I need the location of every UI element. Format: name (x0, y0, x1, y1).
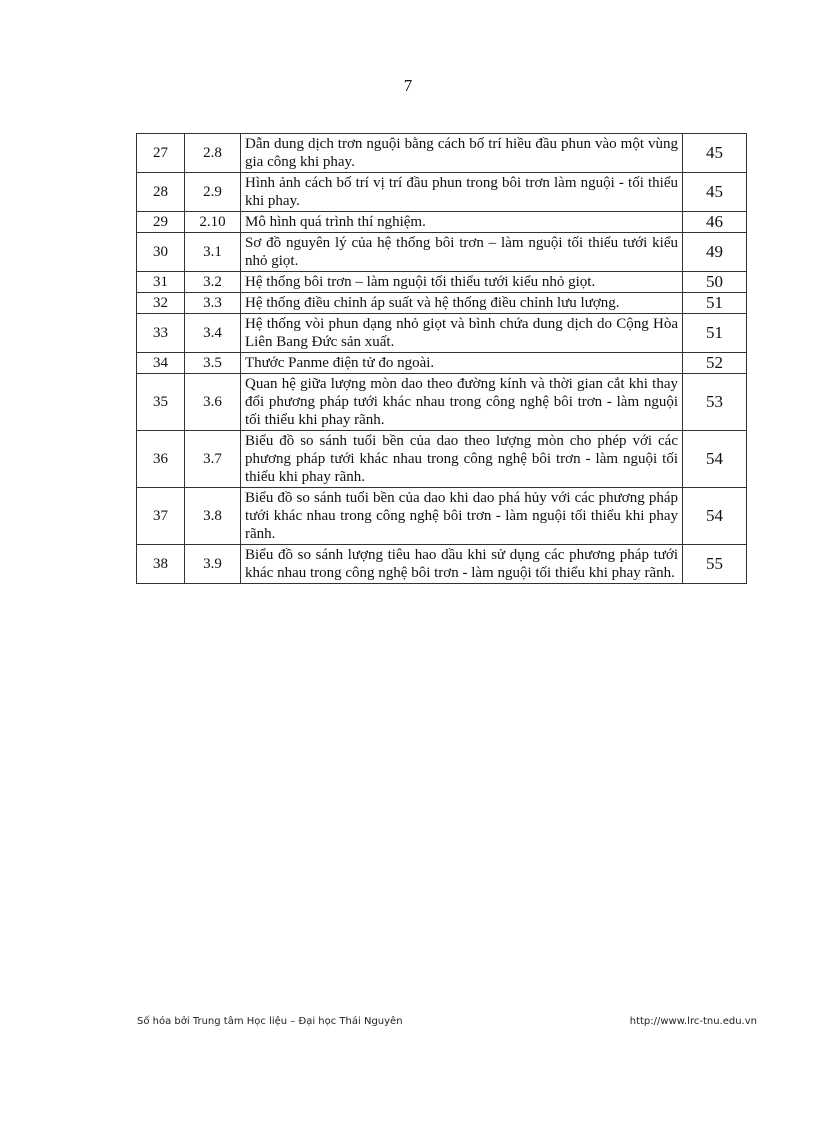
table-row (137, 233, 747, 272)
figure-title: Sơ đồ nguyên lý của hệ thống bôi trơn – làm nguội tối thiểu tưới kiểu nhỏ giọt. (241, 233, 683, 272)
page-ref: 45 (683, 173, 747, 212)
table-row (137, 314, 747, 353)
row-index: 37 (137, 488, 185, 545)
table-body (137, 134, 747, 584)
figure-number: 3.5 (185, 353, 241, 374)
table-row (137, 293, 747, 314)
table-row (137, 353, 747, 374)
figure-title: Hệ thống vòi phun dạng nhỏ giọt và bình chứa dung dịch do Cộng Hòa Liên Bang Đức sản xuất. (241, 314, 683, 353)
page-number: 7 (403, 76, 413, 95)
table-row (137, 212, 747, 233)
page-ref: 46 (683, 212, 747, 233)
page-ref: 51 (683, 314, 747, 353)
row-index: 36 (137, 431, 185, 488)
table-row (137, 488, 747, 545)
table-row (137, 545, 747, 584)
figure-title: Hệ thống điều chỉnh áp suất và hệ thống điều chỉnh lưu lượng. (241, 293, 683, 314)
figure-number: 3.8 (185, 488, 241, 545)
page-ref: 55 (683, 545, 747, 584)
table-row (137, 134, 747, 173)
row-index: 32 (137, 293, 185, 314)
figure-title: Quan hệ giữa lượng mòn dao theo đường kính và thời gian cắt khi thay đổi phương pháp tưới khác nhau trong công nghệ bôi trơn - làm nguội tối thiểu khi phay rãnh. (241, 374, 683, 431)
page-ref: 54 (683, 488, 747, 545)
figure-title: Dẫn dung dịch trơn nguội bằng cách bố trí hiều đầu phun vào một vùng gia công khi phay. (241, 134, 683, 173)
table-row (137, 431, 747, 488)
footer-url[interactable]: http://www.lrc-tnu.edu.vn (629, 1016, 757, 1027)
row-index: 28 (137, 173, 185, 212)
table-row (137, 173, 747, 212)
table-row (137, 272, 747, 293)
figure-title: Thước Panme điện tử đo ngoài. (241, 353, 683, 374)
figure-title: Biểu đồ so sánh lượng tiêu hao dầu khi sử dụng các phương pháp tưới khác nhau trong công nghệ bôi trơn - làm nguội tối thiểu khi phay rãnh. (241, 545, 683, 584)
figure-number: 2.8 (185, 134, 241, 173)
figure-number: 3.6 (185, 374, 241, 431)
figure-number: 3.2 (185, 272, 241, 293)
page-ref: 50 (683, 272, 747, 293)
figure-number: 3.1 (185, 233, 241, 272)
figure-number: 2.10 (185, 212, 241, 233)
page-ref: 54 (683, 431, 747, 488)
figure-number: 3.3 (185, 293, 241, 314)
footer-source: Số hóa bởi Trung tâm Học liệu – Đại học Thái Nguyên (137, 1016, 403, 1027)
row-index: 31 (137, 272, 185, 293)
page-ref: 53 (683, 374, 747, 431)
figure-number: 3.4 (185, 314, 241, 353)
row-index: 29 (137, 212, 185, 233)
figure-number: 2.9 (185, 173, 241, 212)
table-row (137, 374, 747, 431)
row-index: 27 (137, 134, 185, 173)
page-ref: 51 (683, 293, 747, 314)
figure-title: Hệ thống bôi trơn – làm nguội tối thiểu tưới kiểu nhỏ giọt. (241, 272, 683, 293)
figure-number: 3.9 (185, 545, 241, 584)
figure-title: Mô hình quá trình thí nghiệm. (241, 212, 683, 233)
figure-title: Biểu đồ so sánh tuổi bền của dao khi dao phá hủy với các phương pháp tưới khác nhau trong công nghệ bôi trơn - làm nguội tối thiểu khi phay rãnh. (241, 488, 683, 545)
figure-title: Hình ảnh cách bố trí vị trí đầu phun trong bôi trơn làm nguội - tối thiểu khi phay. (241, 173, 683, 212)
row-index: 35 (137, 374, 185, 431)
figure-number: 3.7 (185, 431, 241, 488)
page-ref: 45 (683, 134, 747, 173)
figure-list-table (136, 133, 747, 584)
row-index: 30 (137, 233, 185, 272)
page-ref: 52 (683, 353, 747, 374)
row-index: 34 (137, 353, 185, 374)
row-index: 38 (137, 545, 185, 584)
page-ref: 49 (683, 233, 747, 272)
row-index: 33 (137, 314, 185, 353)
figure-title: Biểu đồ so sánh tuổi bền của dao theo lượng mòn cho phép với các phương pháp tưới khác nhau trong công nghệ bôi trơn - làm nguội tối thiểu khi phay rãnh. (241, 431, 683, 488)
